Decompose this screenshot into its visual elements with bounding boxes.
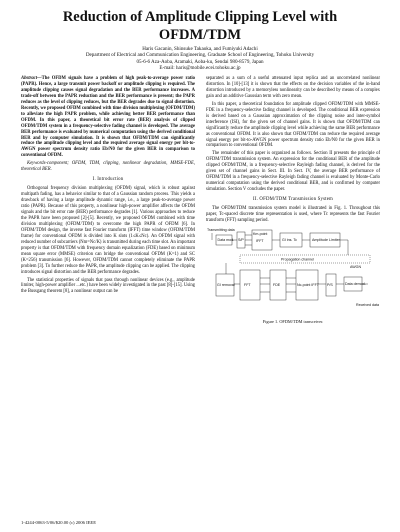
intro-paragraph-1: Orthogonal frequency division multiplexing (OFDM) signal, which is robust against multipath fading, has a behavior similar to that of a Gaussian random process. This yields a drawback of having a large amplitude dynamic range, i.e., a large peak-to-average power ratio (PAPR). Because of this property, a nonlinear high-power amplifier affects the OFDM signals and the bit error rate (BER) performance degrades [1]. Various approaches to reduce the PAPR have been proposed [2]-[5]. Recently, we proposed OFDM combined with time division multiplexing (OFDM/TDM) to overcome the high PAPR of OFDM [6]. In OFDM/TDM design, the inverse fast Fourier transform (IFFT) time window (OFDM/TDM frame) for conventional OFDM is divided into K slots (1≤K≤Nc). An OFDM signal with reduced number of subcarriers (Nm=Nc/K) is transmitted during each time slot. An important property is that OFDM/TDM with frequency domain equalization (FDE) based on minimum mean square error (MMSE) criterion can bridge the conventional OFDM (K=1) and SC (K=256) transmission [6]. However, OFDM/TDM cannot completely eliminate the PAPR problem [3]. To further reduce the PAPR, the amplitude clipping can be applied. The clipping introduces signal distortion and the BER performance degrades. — [21, 186, 195, 275]
ifft-label: IFFT — [256, 238, 264, 243]
paper-title: Reduction of Amplitude Clipping Level with OFDM/TDM — [62, 9, 338, 43]
intro-paragraph-2: The statistical properties of signals that pass through nonlinear devices (e.g., amplitude limiter, high-power amplifier ...etc.) have been widely investigated in the past [8]-[15]. Using the Bussgang theorem [8], a nonlinear output can be — [21, 277, 195, 295]
p2s-label: P/S — [327, 282, 333, 287]
data-demod-label: Data demod. — [345, 281, 366, 286]
prop-channel-label: Propagation channel — [281, 257, 314, 262]
abstract-label: Abstract— — [21, 76, 42, 81]
author-block — [20, 46, 380, 71]
fft-label: FFT — [244, 282, 251, 287]
keywords-label: Keywords-component; — [27, 161, 69, 167]
intro-paragraph-5: The remainder of this paper is organized as follows. Section II presents the principle of OFDM/TDM transmission system. An expression for the conditional BER of the amplitude clipped OFDM/TDM, in a frequency-selective Rayleigh fading channel, is derived for the given set of channel gains in Sect. III. In Sect. IV, the average BER performance of OFDM/TDM in a frequency-selective Rayleigh fading channel is evaluated by Monte-Carlo numerical computation using the derived conditional BER, and is confirmed by computer simulation. Section V concludes the paper. — [206, 151, 380, 193]
address: 05-6-6 Aza-Aoba, Aramaki, Aoba-ku, Sendai 980-8579, Japan — [136, 58, 264, 65]
fde-label: FDE — [273, 282, 281, 287]
system-paragraph: The OFDM/TDM transmission system model is illustrated in Fig. 1. Throughout this paper, Tc-spaced discrete time representation is used, where Tc represents the fast Fourier transform (FFT) sampling period. — [206, 206, 380, 223]
section-heading-introduction: I. Introduction — [92, 177, 124, 183]
section-heading-system: II. OFDM/TDM Transmission System — [253, 197, 333, 203]
author-names: Haris Gacanin, Shinsuke Takaoka, and Fumiyuki Adachi — [142, 46, 258, 52]
km-ifft-label: Nc-point IFFT — [297, 282, 319, 287]
intro-paragraph-3: separated as a sum of a useful attenuated input replica and an uncorrelated nonlinear distortion. In [10]-[13] it is shown that the effects on the decision variables of the in-band distortion introduced by a memoryless nonlinearity can be described by means of a complex gain and an additive Gaussian term with zero mean. — [206, 76, 380, 99]
affiliation: Department of Electrical and Communication Engineering, Graduate School of Engineering, Tohoku University — [85, 52, 315, 59]
keywords-text: OFDM, TDM, clipping, nonlinear degradation, MMSE-FDE, theoretical BER. — [21, 161, 195, 173]
transceiver-diagram — [206, 226, 380, 318]
data-mod-label: Data mod. — [217, 237, 235, 242]
gi-ins-label: GI ins. Tc — [282, 237, 297, 242]
left-column — [21, 76, 195, 297]
intro-paragraph-4: In this paper, a theoretical foundation for amplitude clipped OFDM/TDM with MMSE-FDE in a frequency-selective fading channel is developed. The conditional BER expression is derived based on a Gaussian approximation of the clipping noise and inter-symbol interference (ISI), for the given set of channel gains. It is shown that OFDM/TDM can significantly reduce the amplitude clipping level while achieving the same BER performance as conventional OFDM. It is also shown that OFDM/TDM can reduce the required average signal energy per bit-to-AWGN power spectrum density ratio Eb/N0 for the given BER in comparison to conventional OFDM. — [206, 101, 380, 149]
s2p-label: S/P — [238, 237, 244, 242]
amp-limiter-label: Amplitude Limiter — [312, 237, 340, 242]
figure-caption: Figure 1. OFDM/TDM transceiver. — [262, 318, 324, 324]
right-column — [206, 76, 380, 325]
abstract — [21, 76, 195, 159]
tx-data-label: Transmitting data — [207, 227, 235, 232]
abstract-text: The OFDM signals have a problem of high peak-to-average power ratio (PAPR). Hence, a large transmit power backoff or amplitude clipping is required. The amplitude clipping causes signal degradation and the BER performance increases. A trade-off between the PAPR reduction and the BER performance is present; the PAPR reduces as the level of clipping reduces, but the BER degrades due to signal distortion. Recently, we proposed OFDM combined with time division multiplexing (OFDM/TDM) to alleviate the high PAPR problem, while achieving better BER performance than OFDM. In this paper, a theoretical bit error rate (BER) analysis of clipped OFDM/TDM system in a frequency-selective fading channel is developed. The average BER performance is evaluated by numerical computation using the derived conditional BER and by computer simulation. It is shown that OFDM/TDM can significantly reduce the amplitude clipping level and the required average signal energy per bit-to-AWGN power spectrum density ratio Eb/N0 for the given BER in comparison to conventional OFDM. — [21, 76, 195, 159]
gi-removal-label: GI removal — [217, 282, 235, 287]
rx-data-label: Received data — [356, 302, 379, 307]
keywords — [21, 161, 195, 173]
km-point-label: Km-point — [253, 231, 268, 236]
figure-1 — [206, 226, 380, 318]
copyright-footer: 1-4244-0063-5/06/$20.00 (c) 2006 IEEE — [21, 520, 97, 525]
email: E-mail: haris@mobile.ecei.tohoku.ac.jp — [159, 64, 241, 71]
noise-label: AWGN — [350, 264, 362, 269]
